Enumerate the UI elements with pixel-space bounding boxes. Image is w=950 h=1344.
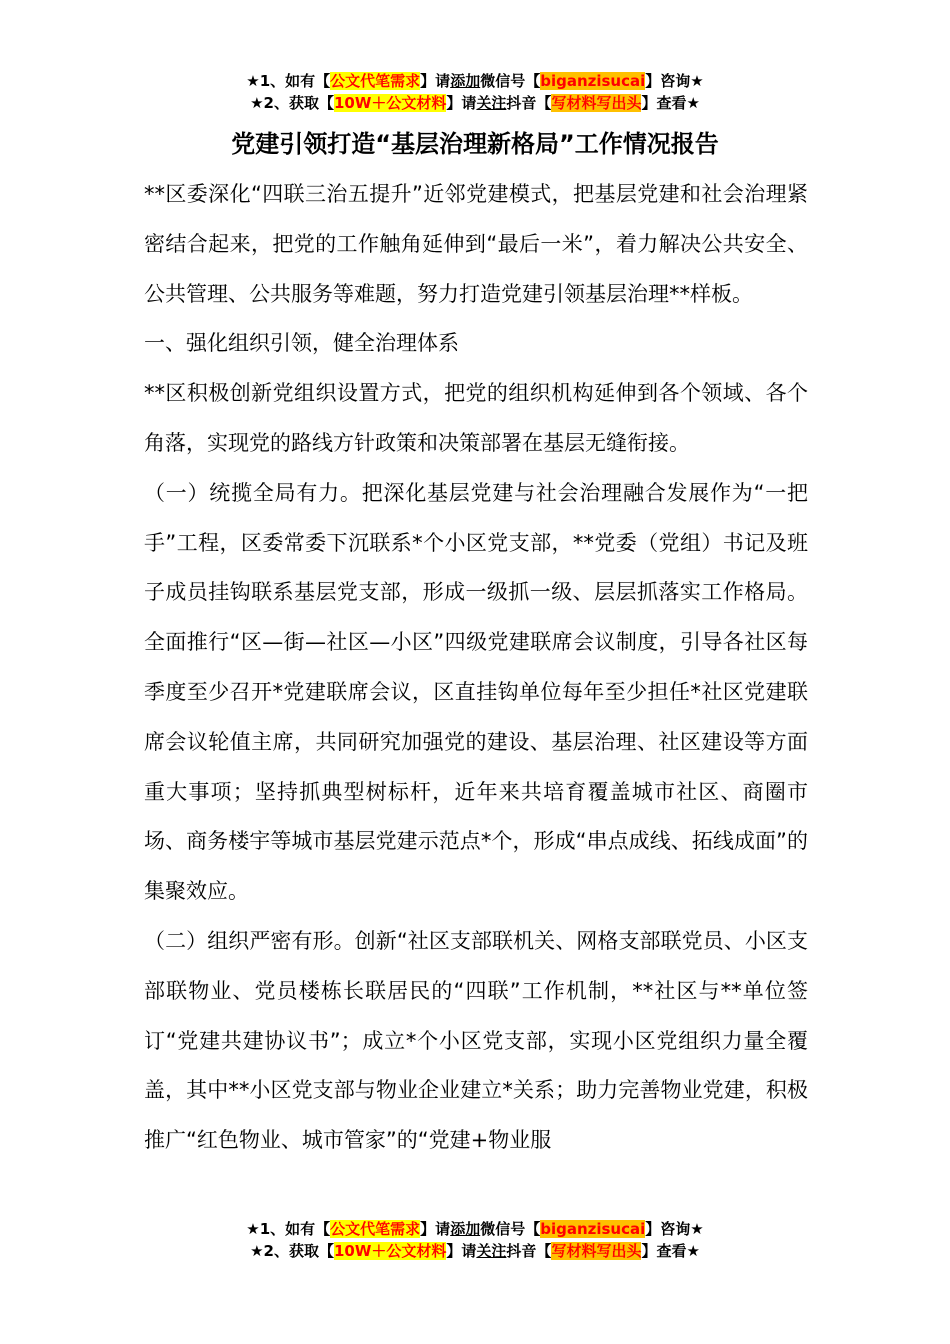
document-body [144,170,808,1166]
banner-text: 微信号【 [480,72,541,90]
banner-highlight: biganzisucai [540,72,646,90]
banner-text: 抖音【 [506,1242,552,1260]
banner-text: ★2、获取【 [250,94,334,112]
header-banner [0,70,950,114]
section-heading: 一、强化组织引领，健全治理体系 [144,331,459,356]
banner-emphasis: 关注 [476,1242,507,1260]
banner-highlight: 10W＋公文材料 [333,1242,447,1260]
banner-line-1 [0,70,950,92]
body-paragraph: （二）组织严密有形。创新“社区支部联机关、网格支部联党员、小区支部联物业、党员楼栋长联居民的“四联”工作机制，**社区与**单位签订“党建共建协议书”；成立*个小区党支部，实现小区党组织力量全覆盖，其中**小区党支部与物业企业建立*关系；助力完善物业党建，积极推广“红色物业、城市管家”的“党建+物业服 [144,928,808,1153]
banner-highlight: 公文代笔需求 [330,1220,421,1238]
body-paragraph: **区委深化“四联三治五提升”近邻党建模式，把基层党建和社会治理紧密结合起来，把党的工作触角延伸到“最后一米”，着力解决公共安全、公共管理、公共服务等难题，努力打造党建引领基层治理**样板。 [144,182,808,306]
banner-text: 微信号【 [480,1220,541,1238]
banner-text: 】请 [420,1220,451,1238]
banner-line-2 [0,92,950,114]
banner-text: 】查看★ [641,1242,700,1260]
banner-text: ★1、如有【 [246,1220,331,1238]
banner-emphasis: 关注 [476,94,507,112]
banner-line-1 [0,1218,950,1240]
document-title: 党建引领打造“基层治理新格局”工作情况报告 [231,130,719,158]
banner-text: 】查看★ [641,94,700,112]
banner-text: 】请 [446,1242,477,1260]
banner-highlight: 公文代笔需求 [330,72,421,90]
banner-text: ★1、如有【 [246,72,331,90]
banner-text: 】咨询★ [645,72,704,90]
banner-text: 抖音【 [506,94,552,112]
banner-emphasis: 添加 [450,72,481,90]
banner-emphasis: 添加 [450,1220,481,1238]
banner-line-2 [0,1240,950,1262]
banner-highlight: biganzisucai [540,1220,646,1238]
body-paragraph: **区积极创新党组织设置方式，把党的组织机构延伸到各个领域、各个角落，实现党的路线方针政策和决策部署在基层无缝衔接。 [144,381,808,455]
banner-text: 】请 [420,72,451,90]
banner-text: ★2、获取【 [250,1242,334,1260]
body-paragraph: （一）统揽全局有力。把深化基层党建与社会治理融合发展作为“一把手”工程，区委常委下沉联系*个小区党支部，**党委（党组）书记及班子成员挂钩联系基层党支部，形成一级抓一级、层层抓落实工作格局。全面推行“区—街—社区—小区”四级党建联席会议制度，引导各社区每季度至少召开*党建联席会议，区直挂钩单位每年至少担任*社区党建联席会议轮值主席，共同研究加强党的建设、基层治理、社区建设等方面重大事项；坚持抓典型树标杆，近年来共培育覆盖城市社区、商圈市场、商务楼宇等城市基层党建示范点*个，形成“串点成线、拓线成面”的集聚效应。 [144,480,808,904]
banner-highlight: 写材料写出头 [551,1242,642,1260]
banner-text: 】咨询★ [645,1220,704,1238]
banner-highlight: 10W＋公文材料 [333,94,447,112]
banner-text: 】请 [446,94,477,112]
footer-banner [0,1218,950,1262]
banner-highlight: 写材料写出头 [551,94,642,112]
